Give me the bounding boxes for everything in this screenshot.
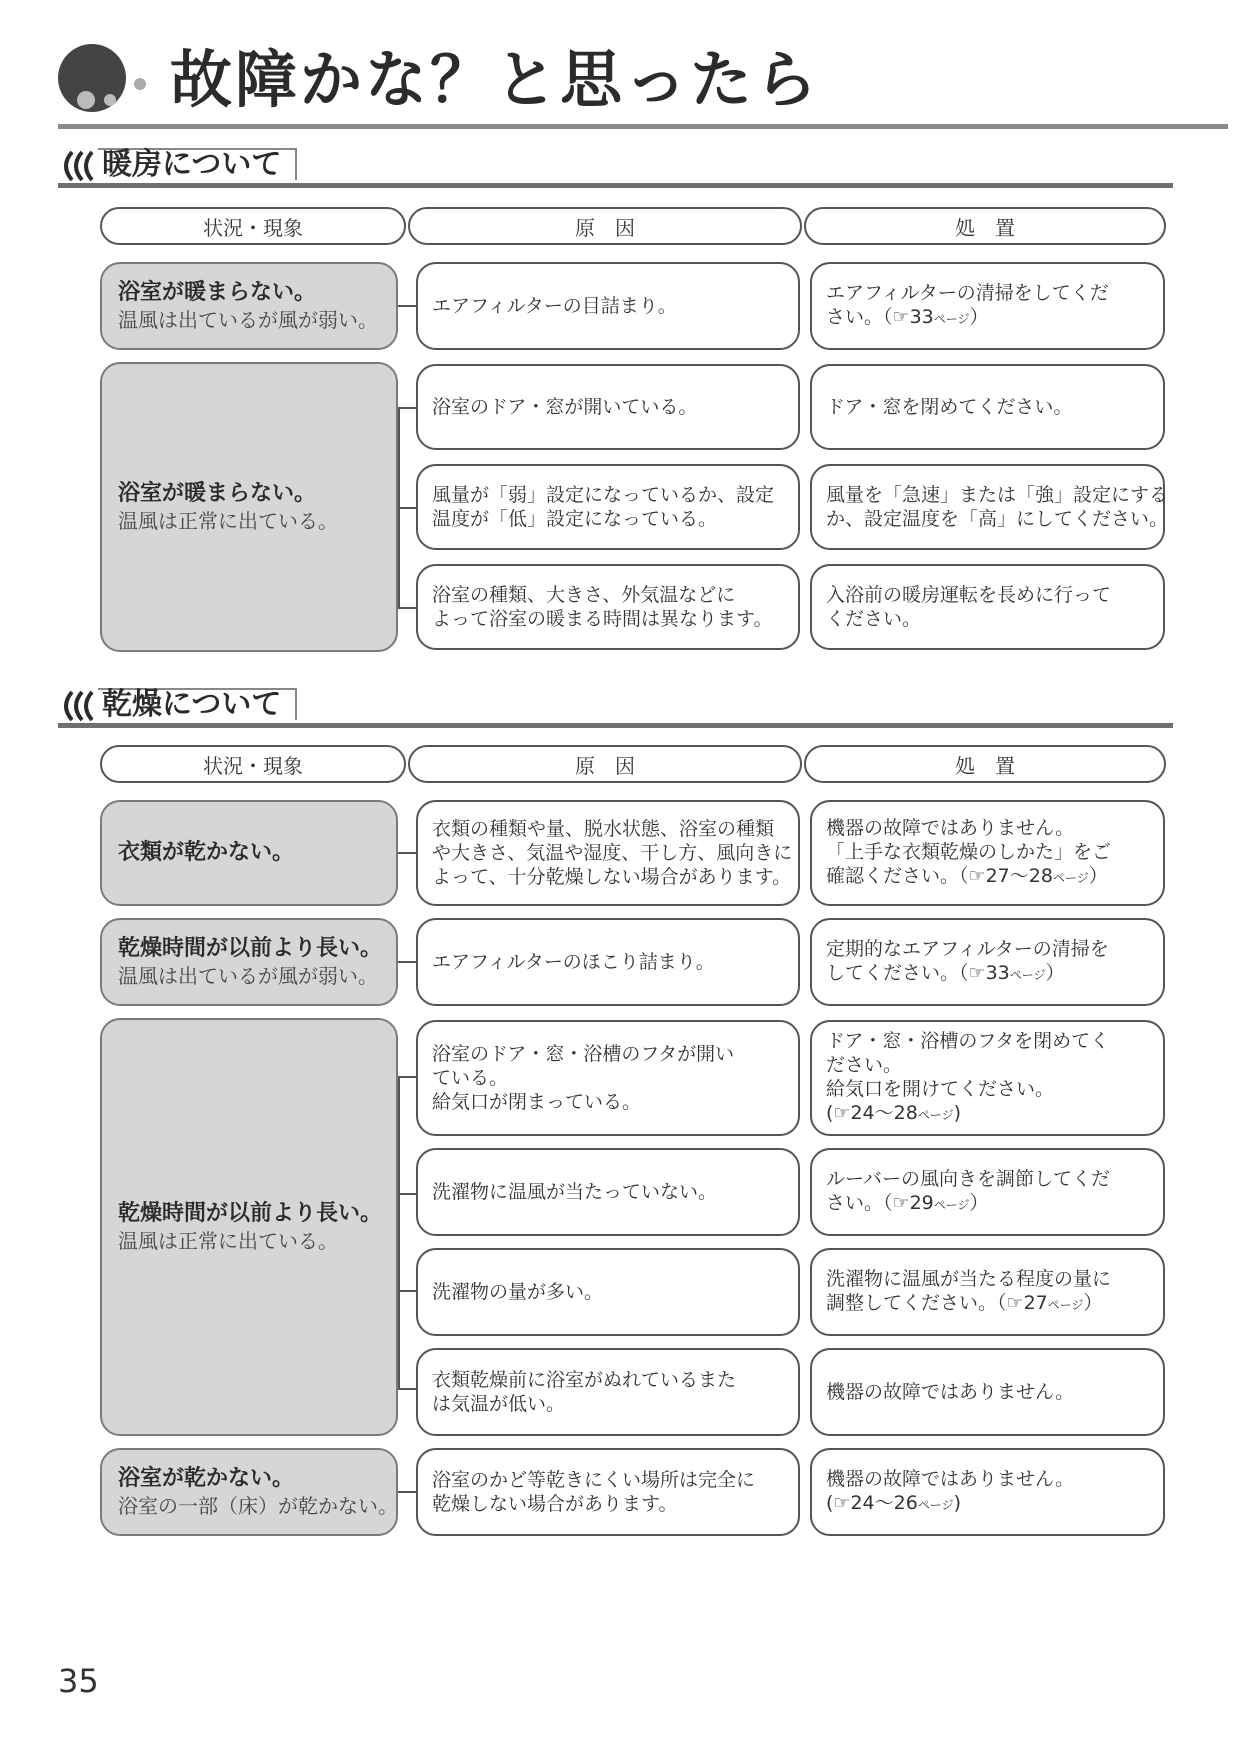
symptom-cell: [100, 1018, 398, 1436]
cause-text-line: 乾燥しない場合があります。: [432, 1493, 678, 1515]
pointing-hand-icon: ☞: [892, 1192, 910, 1214]
column-header-cause: 原 因: [408, 745, 802, 783]
column-header-remedy: 処 置: [804, 745, 1166, 783]
column-header-cause: 原 因: [408, 207, 802, 245]
cause-text-line: 衣類乾燥前に浴室がぬれているまた: [432, 1369, 737, 1391]
symptom-title: 浴室が乾かない。: [118, 1466, 295, 1491]
remedy-text-line: 調整してください。（☞27ページ）: [826, 1292, 1103, 1314]
row-connector: [398, 852, 416, 854]
pointing-hand-icon: ☞: [1006, 1292, 1024, 1314]
page-ref: 27〜28: [985, 865, 1053, 887]
circle-dots-icon: [58, 42, 158, 118]
cause-text-line: エアフィルターの目詰まり。: [432, 295, 677, 317]
page-ref: 33: [985, 962, 1010, 984]
section-divider: [58, 183, 1173, 188]
remedy-text-line: (☞24〜28ページ): [826, 1102, 962, 1124]
symptom-cell: [100, 1448, 398, 1536]
symptom-detail: 温風は正常に出ている。: [118, 509, 338, 533]
remedy-text-line: 給気口を開けてください。: [826, 1078, 1055, 1100]
cause-text-line: 温度が「低」設定になっている。: [432, 508, 718, 530]
cause-cell: [416, 1448, 800, 1536]
row-connector: [398, 1076, 400, 1388]
title-divider: [58, 124, 1228, 129]
row-connector: [398, 1193, 416, 1195]
section-title: 乾燥について: [98, 688, 297, 720]
triple-bracket-icon: [58, 690, 100, 722]
cause-text-line: 洗濯物に温風が当たっていない。: [432, 1181, 718, 1203]
page-ref-unit: ページ: [933, 312, 970, 326]
section-title: 暖房について: [98, 148, 297, 180]
pointing-hand-icon: ☞: [968, 865, 986, 887]
remedy-text-line: 機器の故障ではありません。: [826, 1381, 1075, 1403]
remedy-cell: [810, 1448, 1165, 1536]
symptom-cell: [100, 918, 398, 1006]
pointing-hand-icon: ☞: [833, 1492, 851, 1514]
cause-text-line: 風量が「弱」設定になっているか、設定: [432, 484, 775, 506]
remedy-cell: [810, 564, 1165, 650]
row-connector: [398, 407, 416, 409]
section-divider: [58, 723, 1173, 728]
cause-cell: [416, 918, 800, 1006]
pointing-hand-icon: ☞: [833, 1102, 851, 1124]
row-connector: [398, 1491, 416, 1493]
page-ref: 33: [909, 306, 934, 328]
cause-text-line: よって、十分乾燥しない場合があります。: [432, 866, 792, 888]
cause-cell: [416, 1148, 800, 1236]
pointing-hand-icon: ☞: [968, 962, 986, 984]
page-ref: 27: [1023, 1292, 1048, 1314]
cause-cell: [416, 564, 800, 650]
page-ref-unit: ページ: [933, 1198, 970, 1212]
symptom-detail: 温風は出ているが風が弱い。: [118, 964, 378, 988]
triple-bracket-icon: [58, 150, 100, 182]
row-connector: [398, 607, 416, 609]
cause-text-line: 衣類の種類や量、脱水状態、浴室の種類: [432, 818, 775, 840]
remedy-text-line: 入浴前の暖房運転を長めに行って: [826, 584, 1112, 606]
remedy-text-line: ドア・窓・浴槽のフタを閉めてく: [826, 1030, 1110, 1052]
remedy-cell: [810, 262, 1165, 350]
remedy-cell: [810, 1248, 1165, 1336]
cause-cell: [416, 464, 800, 550]
column-header-symptom: 状況・現象: [100, 745, 406, 783]
remedy-cell: [810, 1020, 1165, 1136]
symptom-cell: [100, 262, 398, 350]
cause-text-line: は気温が低い。: [432, 1393, 566, 1415]
remedy-cell: [810, 364, 1165, 450]
cause-text-line: 浴室の種類、大きさ、外気温などに: [432, 584, 736, 606]
page-ref: 24〜28: [850, 1102, 918, 1124]
remedy-text-line: ルーバーの風向きを調節してくだ: [826, 1168, 1111, 1190]
remedy-text-line: さい。（☞33ページ）: [826, 306, 989, 328]
page-ref: 29: [909, 1192, 934, 1214]
page-title: 故障かな？と思ったら: [170, 43, 821, 116]
row-connector: [398, 1076, 416, 1078]
section-header-heating: [58, 148, 1173, 188]
pointing-hand-icon: ☞: [892, 306, 910, 328]
row-connector: [398, 1388, 416, 1390]
cause-cell: [416, 1348, 800, 1436]
remedy-text-line: 「上手な衣類乾燥のしかた」をご: [826, 841, 1112, 863]
page-ref-unit: ページ: [1047, 1298, 1084, 1312]
page-ref-unit: ページ: [1052, 871, 1089, 885]
remedy-cell: [810, 800, 1165, 906]
symptom-title: 乾燥時間が以前より長い。: [118, 936, 383, 961]
remedy-text-line: ださい。: [826, 1054, 903, 1076]
cause-text-line: 給気口が閉まっている。: [432, 1091, 642, 1113]
remedy-text-line: か、設定温度を「高」にしてください。: [826, 508, 1169, 530]
remedy-cell: [810, 918, 1165, 1006]
remedy-text-line: 風量を「急速」または「強」設定にする: [826, 484, 1169, 506]
remedy-text-line: エアフィルターの清掃をしてくだ: [826, 282, 1109, 304]
remedy-cell: [810, 1348, 1165, 1436]
cause-text-line: 浴室のかど等乾きにくい場所は完全に: [432, 1469, 756, 1491]
cause-cell: [416, 1248, 800, 1336]
page-ref-unit: ページ: [1009, 968, 1046, 982]
cause-cell: [416, 1020, 800, 1136]
section-header-drying: [58, 688, 1173, 728]
column-header-symptom: 状況・現象: [100, 207, 406, 245]
remedy-text-line: 洗濯物に温風が当たる程度の量に: [826, 1268, 1112, 1290]
row-connector: [398, 1290, 416, 1292]
cause-text-line: 浴室のドア・窓が開いている。: [432, 396, 698, 418]
symptom-cell: [100, 800, 398, 906]
remedy-text-line: 機器の故障ではありません。: [826, 1468, 1075, 1490]
page-title-bar: [58, 38, 1228, 128]
remedy-text-line: してください。（☞33ページ）: [826, 962, 1065, 984]
page-ref: 24〜26: [850, 1492, 918, 1514]
cause-text-line: エアフィルターのほこり詰まり。: [432, 951, 715, 973]
page-ref-unit: ページ: [917, 1108, 954, 1122]
cause-text-line: や大きさ、気温や湿度、干し方、風向きに: [432, 842, 793, 864]
remedy-text-line: 確認ください。（☞27〜28ページ）: [826, 865, 1108, 887]
symptom-cell: [100, 362, 398, 652]
page-ref-unit: ページ: [917, 1498, 954, 1512]
symptom-title: 乾燥時間が以前より長い。: [118, 1201, 383, 1226]
remedy-text-line: さい。（☞29ページ）: [826, 1192, 989, 1214]
remedy-cell: [810, 464, 1169, 550]
symptom-detail: 温風は出ているが風が弱い。: [118, 308, 378, 332]
symptom-title: 浴室が暖まらない。: [118, 481, 317, 506]
cause-text-line: よって浴室の暖まる時間は異なります。: [432, 608, 773, 630]
row-connector: [398, 305, 416, 307]
remedy-text-line: (☞24〜26ページ): [826, 1492, 962, 1514]
cause-text-line: 洗濯物の量が多い。: [432, 1281, 604, 1303]
row-connector: [398, 961, 416, 963]
remedy-text-line: 機器の故障ではありません。: [826, 817, 1075, 839]
page-number: 35: [58, 1662, 99, 1700]
symptom-detail: 浴室の一部（床）が乾かない。: [118, 1494, 398, 1518]
remedy-cell: [810, 1148, 1165, 1236]
symptom-title: 衣類が乾かない。: [118, 840, 295, 865]
cause-text-line: ている。: [432, 1067, 509, 1089]
remedy-text-line: ドア・窓を閉めてください。: [826, 396, 1073, 418]
cause-cell: [416, 800, 800, 906]
remedy-text-line: ください。: [826, 608, 922, 630]
symptom-detail: 温風は正常に出ている。: [118, 1229, 338, 1253]
symptom-title: 浴室が暖まらない。: [118, 280, 317, 305]
row-connector: [398, 507, 416, 509]
cause-text-line: 浴室のドア・窓・浴槽のフタが開い: [432, 1043, 735, 1065]
column-header-remedy: 処 置: [804, 207, 1166, 245]
cause-cell: [416, 364, 800, 450]
cause-cell: [416, 262, 800, 350]
remedy-text-line: 定期的なエアフィルターの清掃を: [826, 938, 1109, 960]
